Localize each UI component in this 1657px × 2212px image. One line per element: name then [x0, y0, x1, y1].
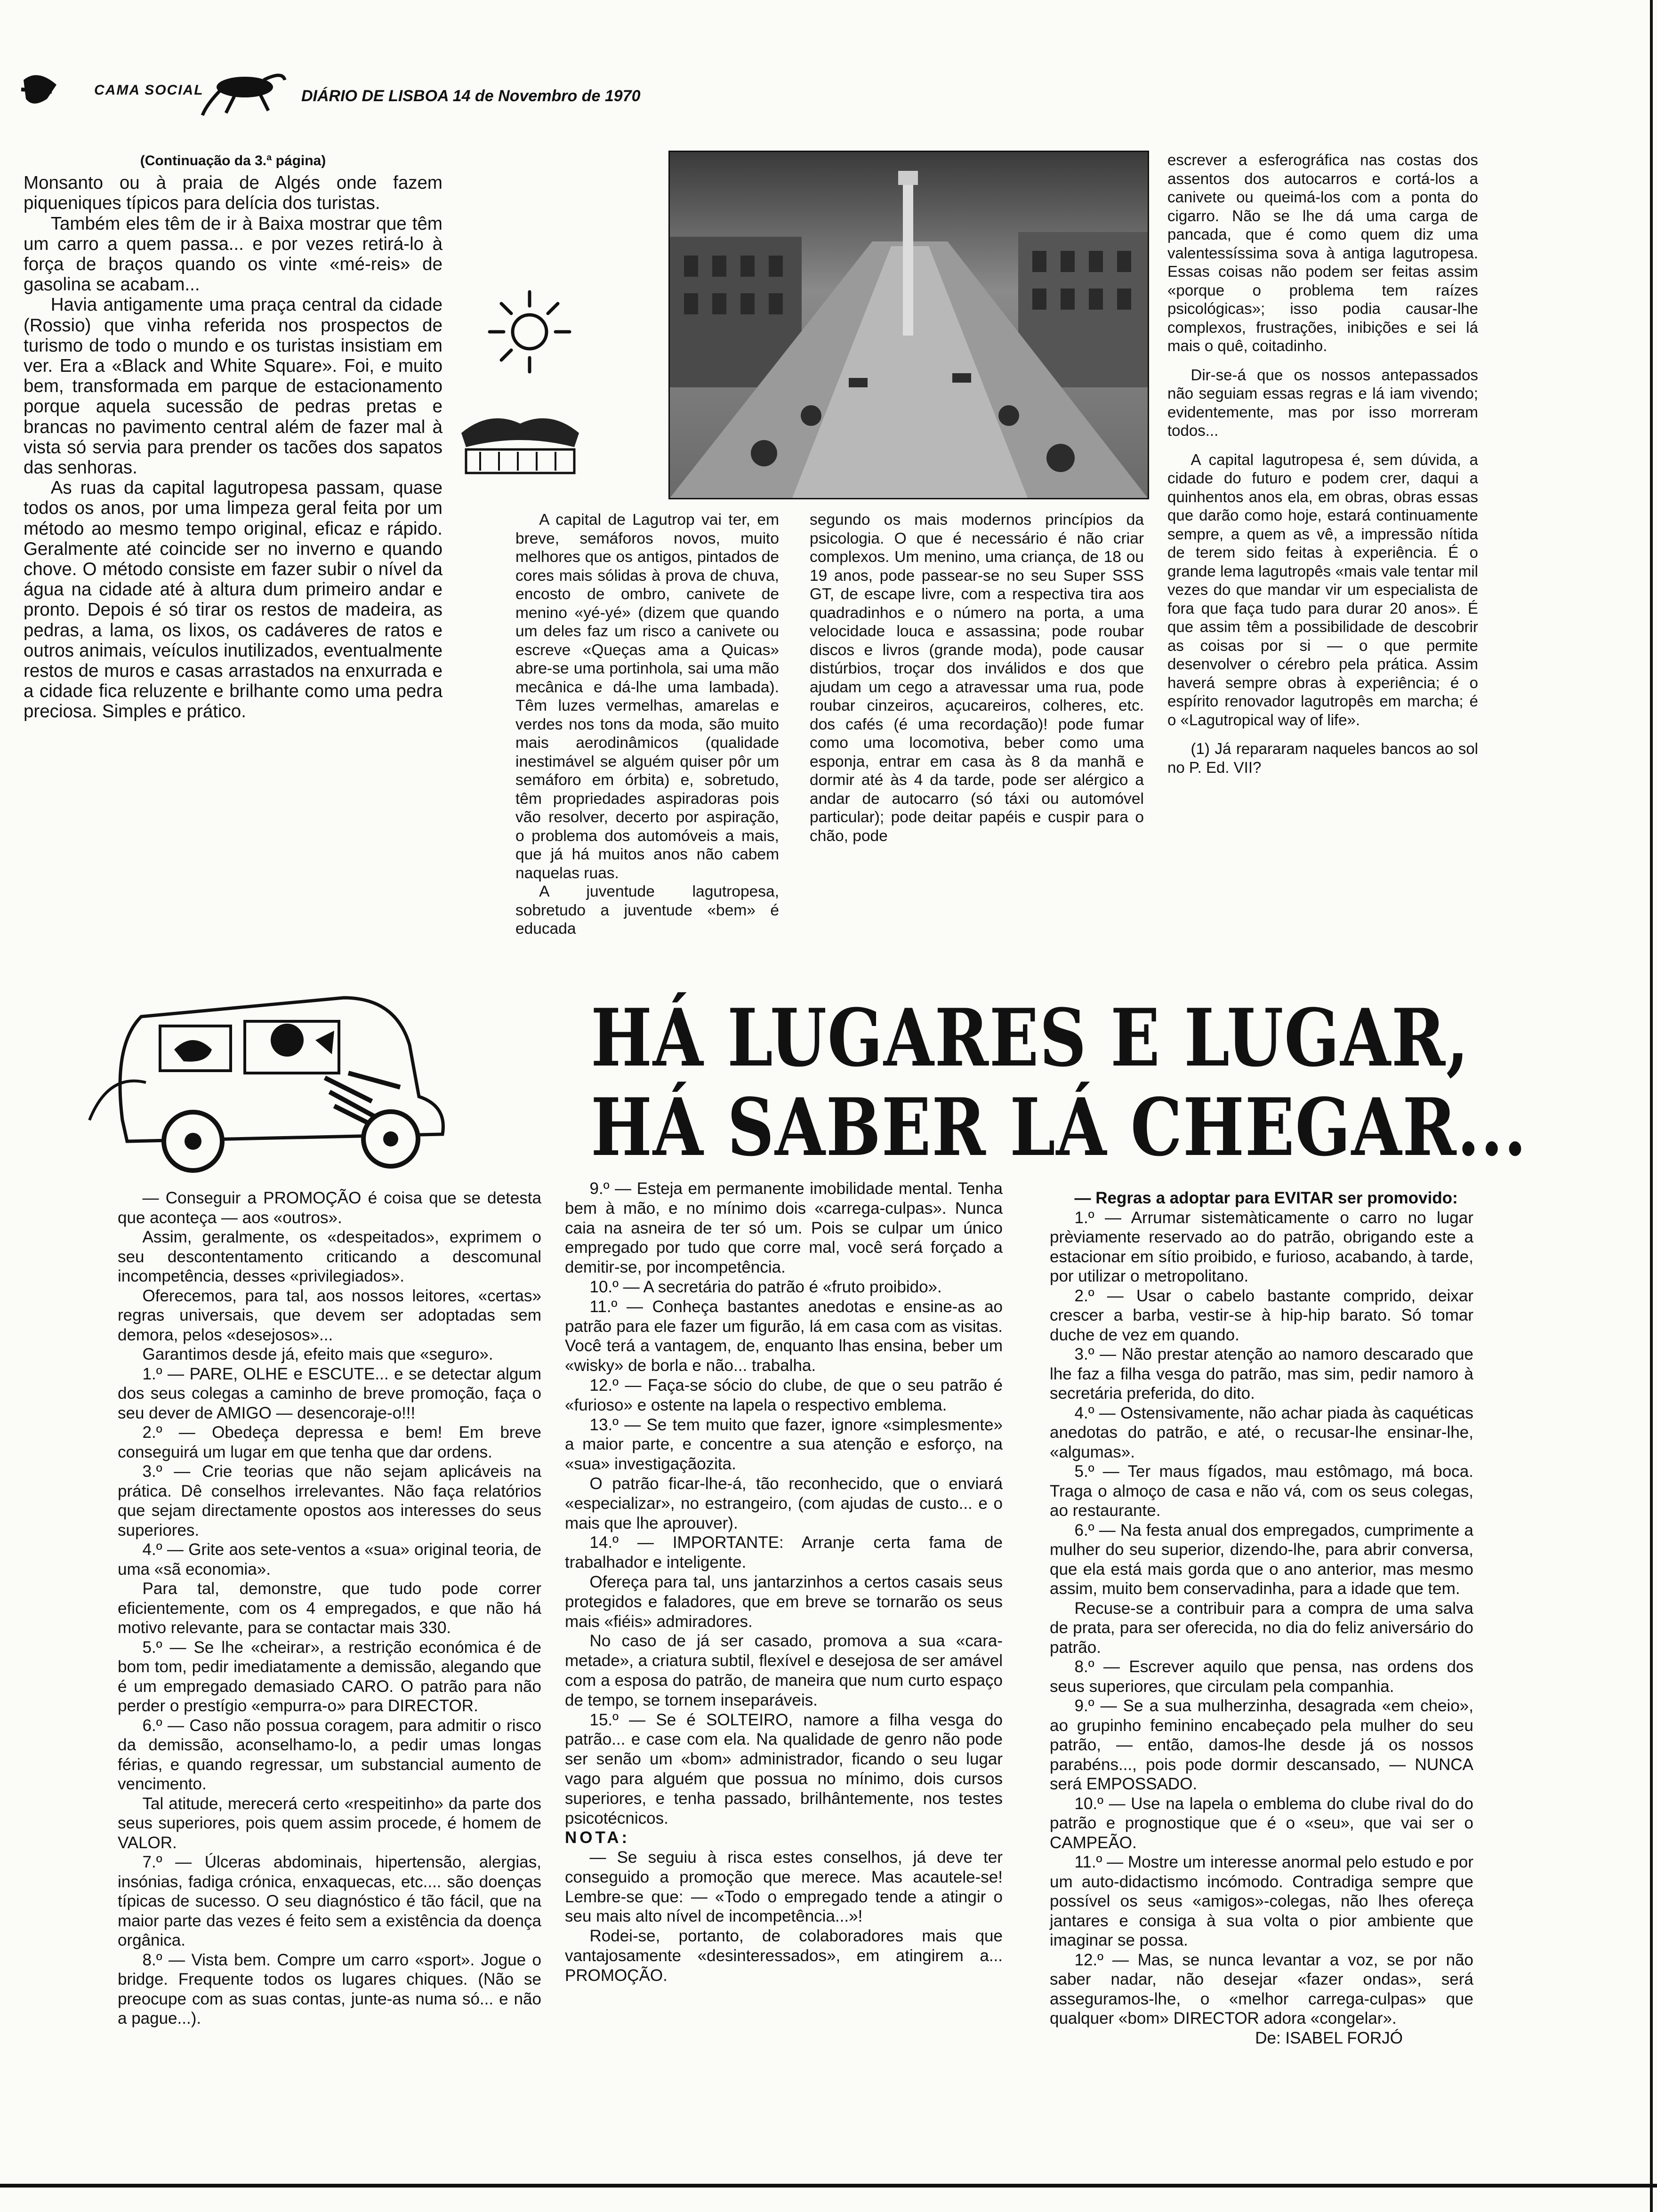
author-byline: De: ISABEL FORJÓ	[1255, 2028, 1403, 2047]
footnote: (1) Já repararam naqueles bancos ao sol no P. Ed. VII?	[1167, 740, 1478, 776]
publication-dateline: DIÁRIO DE LISBOA 14 de Novembro de 1970	[301, 87, 641, 105]
paragraph: A capital de Lagutrop vai ter, em breve, semáforos novos, muito melhores que os antigos, pintados de cores mais sólidas à prova de chuva, encosto de ombro, canivete de menino «yé-yé» (dizem que quando um deles faz um risco a canivete ou escreve «Queças ama a Quicas» abre-se uma portinhola, sai uma mão mecânica e dá-lhe uma lambada). Têm luzes vermelhas, amarelas e verdes nos tons da moda, são muito mais aerodinâmicos (qualidade inestimável se alguém quiser pôr um semáforo em órbita) e, sobretudo, têm propriedades aspiradoras pois vão resolver, decerto por aspiração, o problema dos automóveis a mais, que já há muitos anos não cabem naquelas ruas.	[515, 511, 779, 882]
paragraph: 12.º — Faça-se sócio do clube, de que o seu patrão é «furioso» e ostente na lapela o respectivo emblema.	[565, 1376, 1003, 1414]
paragraph: 7.º — Úlceras abdominais, hipertensão, alergias, insónias, fadiga crónica, enxaquecas, etc.... são doenças típicas de sucesso. O seu diagnóstico é tão fácil, que na maior parte das vezes é feito sem a existência da doença orgânica.	[118, 1853, 541, 1949]
paragraph: 12.º — Mas, se nunca levantar a voz, se por não saber nadar, não desejar «fazer ondas», será asseguramos-lhe, o «melhor carrega-culpas» que qualquer «bom» DIRECTOR adora «congelar».	[1050, 1950, 1473, 2028]
paragraph: A capital lagutropesa é, sem dúvida, a cidade do futuro e podem crer, daqui a quinhentos anos ela, em obras, obras essas que darão como hoje, estará continuamente sempre, a quem as vê, a impressão nítida de terem sido feitas à experiência. É o grande lema lagutropês «mais vale tentar mil vezes do que mandar vir um especialista de fora que faça tudo para durar 20 anos». É que assim têm a possibilidade de descobrir as coisas por si — o que permite desenvolver o cérebro pela prática. Assim haverá sempre obras à experiência; é o espírito renovador lagutropês em marcha; é o «Lagutropical way of life».	[1167, 450, 1478, 729]
paragraph: 8.º — Escrever aquilo que pensa, nas ordens dos seus superiores, que circulam pela companhia.	[1050, 1658, 1473, 1696]
paragraph: Tal atitude, merecerá certo «respeitinho» da parte dos seus superiores, pois quem assim procede, é homem de VALOR.	[118, 1794, 541, 1852]
article1-column-3	[810, 511, 1144, 845]
paragraph: — Se seguiu à risca estes conselhos, já deve ter conseguido a promoção que merece. Mas acautele-se! Lembre-se que: — «Todo o empregado tende a atingir o seu mais alto nível de incompetência...»!	[565, 1848, 1003, 1926]
paragraph: 3.º — Não prestar atenção ao namoro descarado que lhe faz a filha vesga do patrão, mas sim, pedir namoro à secretária preferida, do dito.	[1050, 1345, 1473, 1403]
paragraph: 11.º — Conheça bastantes anedotas e ensine-as ao patrão para ele fazer um figurão, lá em casa com as visitas. Você terá a vantagem, de, enquanto lhas ensina, beber um «wisky» de borla e não... trabalha.	[565, 1297, 1003, 1375]
paragraph: 11.º — Mostre um interesse anormal pelo estudo e por um auto-didactismo incómodo. Contradiga sempre que possível os seus «amigos»-colegas, não lhes ofereça jantares e consiga à sua volta o pior ambiente que imaginar se possa.	[1050, 1853, 1473, 1949]
paragraph: 9.º — Se a sua mulherzinha, desagrada «em cheio», ao grupinho feminino encabeçado pela mulher do seu patrão, — então, damos-lhe desde já os nossos parabéns..., pois pode dormir descansado, — NUNCA será EMPOSSADO.	[1050, 1697, 1473, 1793]
note-heading: NOTA:	[565, 1828, 630, 1847]
paragraph: As ruas da capital lagutropesa passam, quase todos os anos, por uma limpeza geral feita por um método ao mesmo tempo original, eficaz e rápido. Geralmente até coincide ser no inverno e quando chove. O método consiste em fazer subir o nível da água na cidade até à altura dum primeiro andar e pronto. Depois é só tirar os restos de madeira, as pedras, a lama, os lixos, os cadáveres de ratos e outros animais, veículos inutilizados, eventualmente restos de muros e casas arrastados na enxurrada e a cidade fica reluzente e brilhante como uma pedra preciosa. Simples e prático.	[24, 478, 442, 722]
sun-icon	[475, 278, 584, 386]
headline-line-2: HÁ SABER LÁ CHEGAR...	[591, 1081, 1528, 1174]
article1-column-4	[1167, 151, 1478, 777]
paragraph: 6.º — Caso não possua coragem, para admitir o risco da demissão, aconselhamo-lo, a pedir umas longas férias, e quando regressar, um substancial aumento de vencimento.	[118, 1716, 541, 1793]
paragraph: 5.º — Ter maus fígados, mau estômago, má boca. Traga o almoço de casa e não vá, com os seus colegas, ao restaurante.	[1050, 1462, 1473, 1520]
paragraph: Rodei-se, portanto, de colaboradores mais que vantajosamente «desinteressados», em atingirem a... PROMOÇÃO.	[565, 1927, 1003, 1985]
paragraph: 3.º — Crie teorias que não sejam aplicáveis na prática. Dê conselhos irrelevantes. Não faça relatórios que sejam directamente opostos aos interesses do seus superiores.	[118, 1462, 541, 1539]
paragraph: 1.º — PARE, OLHE e ESCUTE... e se detectar algum dos seus colegas a caminho de breve promoção, faça o seu dever de AMIGO — desencoraje-o!!!	[118, 1364, 541, 1422]
section-name: CAMA SOCIAL	[94, 82, 204, 98]
paragraph: 8.º — Vista bem. Compre um carro «sport». Jogue o bridge. Frequente todos os lugares chiques. (Não se preocupe com as suas contas, junte-as numa só... e não a pague...).	[118, 1950, 541, 2028]
photo-content	[670, 152, 1148, 498]
paragraph: Assim, geralmente, os «despeitados», exprimem o seu descontentamento criticando a descomunal incompetência, desses «privilegiados».	[118, 1228, 541, 1285]
paragraph: 1.º — Arrumar sistemàticamente o carro no lugar prèviamente reservado ao do patrão, obrigando este a estacionar em sítio proibido, e furioso, acabando, à tarde, por utilizar o metropolitano.	[1050, 1208, 1473, 1285]
paragraph: 4.º — Ostensivamente, não achar piada às caquéticas anedotas do patrão, e até, o recusar-lhe ensinar-lhe, «algumas».	[1050, 1403, 1473, 1461]
article2-column-2	[565, 1179, 1003, 1986]
paragraph: 10.º — Use na lapela o emblema do clube rival do do patrão e prognostique que é o «seu», que vai ser o CAMPEÃO.	[1050, 1794, 1473, 1852]
paragraph: A juventude lagutropesa, sobretudo a juventude «bem» é educada	[515, 883, 779, 938]
rossio-square-photo	[668, 151, 1149, 499]
paragraph: 9.º — Esteja em permanente imobilidade mental. Tenha bem à mão, e no mínimo dois «carrega-culpas». Nunca caia na asneira de ter só um. Pois se culpar um único empregado por tudo que corre mal, você será forçado a demitir-se, por incompetência.	[565, 1179, 1003, 1277]
paragraph: 2.º — Obedeça depressa e bem! Em breve conseguirá um lugar em que tenha que dar ordens.	[118, 1423, 541, 1461]
paragraph: 6.º — Na festa anual dos empregados, cumprimente a mulher do seu superior, dizendo-lhe, para abrir conversa, que ela está mais gorda que o ano anterior, mas mesmo assim, muito bem conservadinha, para a idade que tem.	[1050, 1521, 1473, 1598]
paragraph: 10.º — A secretária do patrão é «fruto proibido».	[589, 1277, 942, 1296]
paragraph: 13.º — Se tem muito que fazer, ignore «simplesmente» a maior parte, e concentre a sua atenção e esforço, na «sua» investigaçãozita.	[565, 1415, 1003, 1474]
paragraph: Monsanto ou à praia de Algés onde fazem piqueniques típicos para delícia dos turistas.	[24, 173, 442, 214]
paragraph: segundo os mais modernos princípios da psicologia. O que é necessário é não criar complexos. Um menino, uma criança, de 18 ou 19 anos, pode passear-se no seu Super SSS GT, de escape livre, com a respectiva tira aos quadradinhos e o número na porta, a uma velocidade louca e assassina; pode roubar discos e livros (grande moda), pode causar distúrbios, troçar dos inválidos e dos que ajudam um cego a atravessar uma rua, pode roubar cinzeiros, açucareiros, colheres, etc. dos cafés (é uma recordação)! pode fumar como uma locomotiva, beber como uma esponja, entrar em casa às 8 da manhã e dormir até às 4 da tarde, pode ser alérgico a andar de autocarro (só táxi ou automóvel particular); pode deitar papéis e cuspir para o chão, pode	[810, 511, 1144, 845]
article1-column-2	[515, 511, 779, 938]
headline	[591, 991, 1528, 1174]
paragraph: Recuse-se a contribuir para a compra de uma salva de prata, para ser oferecida, no dia do feliz aniversário do patrão.	[1050, 1599, 1473, 1657]
paragraph: 2.º — Usar o cabelo bastante comprido, deixar crescer a barba, vestir-se à hip-hip barato. Só tomar duche de vez em quando.	[1050, 1286, 1473, 1344]
paragraph: 14.º — IMPORTANTE: Arranje certa fama de trabalhador e inteligente.	[565, 1533, 1003, 1572]
article2-column-1	[118, 1188, 541, 2028]
paragraph: O patrão ficar-lhe-á, tão reconhecido, que o enviará «especializar», no estrangeiro, (com ajudas de custo... e o mais que lhe aprouver).	[565, 1474, 1003, 1532]
paragraph: 5.º — Se lhe «cheirar», a restrição económica é de bom tom, pedir imediatamente a demissão, alegando que é um empregado demasiado CARO. O patrão para não perder o prestígio «empurra-o» para DIRECTOR.	[118, 1638, 541, 1715]
continuation-note: (Continuação da 3.ª página)	[140, 153, 326, 168]
rules-heading: — Regras a adoptar para EVITAR ser promovido:	[1074, 1189, 1458, 1207]
building-drawing-icon	[452, 405, 588, 480]
paragraph: 4.º — Grite aos sete-ventos a «sua» original teoria, de uma «sã economia».	[118, 1540, 541, 1579]
paragraph: Para tal, demonstre, que tudo pode correr eficientemente, com os 4 empregados, e que não há motivo relevante, para se contactar mais 330.	[118, 1579, 541, 1637]
headline-line-1: HÁ LUGARES E LUGAR,	[591, 991, 1470, 1084]
bottom-rule	[0, 2184, 1657, 2188]
paragraph: Garantimos desde já, efeito mais que «seguro».	[142, 1345, 493, 1363]
article2-column-3	[1050, 1188, 1473, 2048]
right-edge-rule	[1650, 0, 1653, 2212]
paragraph: Também eles têm de ir à Baixa mostrar que têm um carro a quem passa... e por vezes retirá-lo à força de braços quando os vinte «mé-reis» de gasolina se acabam...	[24, 213, 442, 295]
paragraph: Oferecemos, para tal, aos nossos leitores, «certas» regras universais, que devem ser adoptadas sem demora, pelos «desejosos»...	[118, 1286, 541, 1344]
paragraph: Ofereça para tal, uns jantarzinhos a certos casais seus protegidos e faladores, que em breve se tornarão os seus mais «fiéis» admiradores.	[565, 1572, 1003, 1631]
paragraph: No caso de já ser casado, promova a sua «cara-metade», a criatura subtil, flexível e desejosa de ser amável com a esposa do patrão, de maneira que num curto espaço de tempo, se tornem inseparáveis.	[565, 1632, 1003, 1709]
article1-column-1	[24, 151, 442, 722]
paragraph: escrever a esferográfica nas costas dos assentos dos autocarros e cortá-los a canivete ou queimá-los com a ponta do cigarro. Não se lhe dá uma carga de pancada, que é como quem diz uma valentessíssima sova à antiga lagutropesa. Essas coisas não podem ser feitas assim «porque o problema tem raízes psicológicas»; isso podia causar-lhe complexos, frustrações, inibições e sei lá mais o quê, coitadinho.	[1167, 151, 1478, 354]
cartoon-car-illustration	[71, 979, 480, 1177]
insect-logo-icon	[193, 66, 287, 118]
paragraph: — Conseguir a PROMOÇÃO é coisa que se detesta que aconteça — aos «outros».	[118, 1189, 541, 1227]
paragraph: Dir-se-á que os nossos antepassados não seguiam essas regras e lá iam vivendo; evidentemente, mas por isso morreram todos...	[1167, 366, 1478, 439]
paragraph: 15.º — Se é SOLTEIRO, namore a filha vesga do patrão... e case com ela. Na qualidade de genro não pode ser senão um «bom» administrador, ficando o seu lugar vago para alguém que possua no mínimo, dois cursos superiores, e tenha passado, brilhântemente, nos testes psicotécnicos.	[565, 1710, 1003, 1827]
page-header	[19, 66, 725, 118]
paragraph: Havia antigamente uma praça central da cidade (Rossio) que vinha referida nos prospectos de turismo de todo o mundo e os turistas insistiam em ver. Era a «Black and White Square». Foi, e muito bem, transformada em parque de estacionamento porque aquela sucessão de pedras pretas e brancas no pavimento central além de fazer mal à vista só servia para prender os tacões dos sapatos das senhoras.	[24, 295, 442, 478]
